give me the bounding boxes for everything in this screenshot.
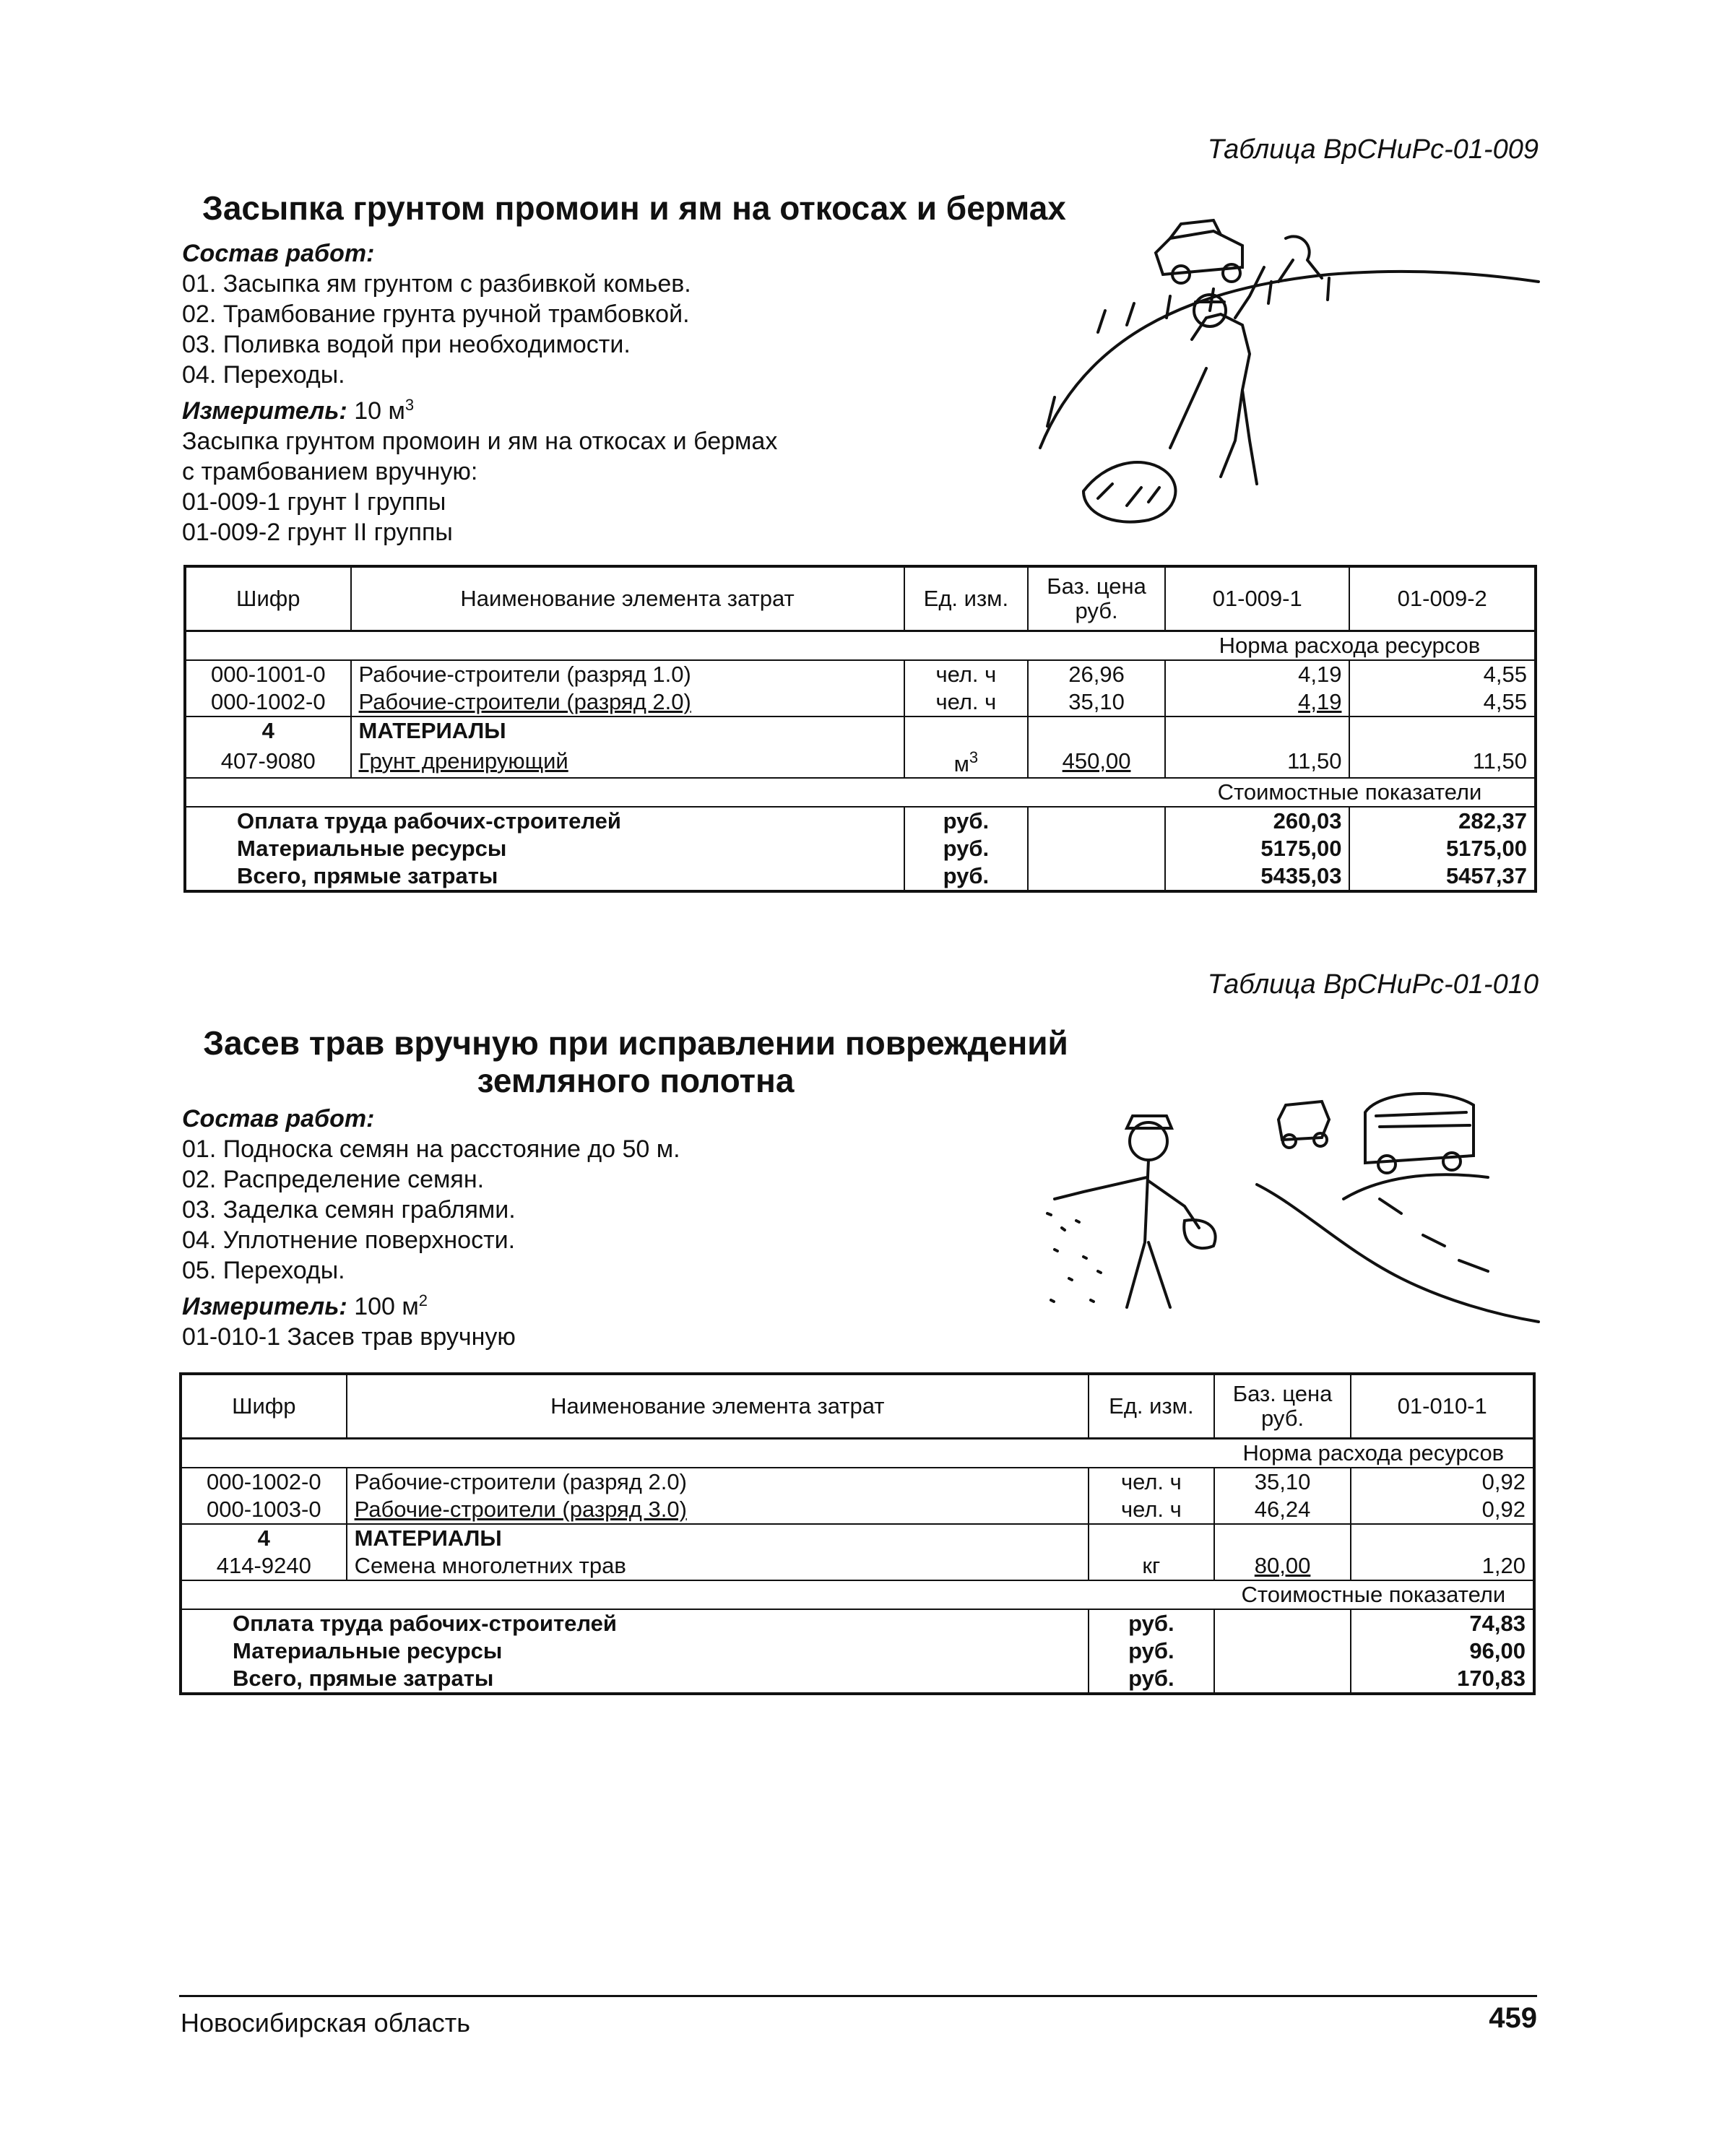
col-header-price: Баз. цена руб. bbox=[1214, 1374, 1351, 1439]
cell-price: 80,00 bbox=[1214, 1552, 1351, 1580]
cell-total-unit: руб. bbox=[1089, 1637, 1214, 1665]
cell-value: 1,20 bbox=[1351, 1552, 1534, 1580]
section-label-norms: Норма расхода ресурсов bbox=[1214, 1439, 1534, 1468]
col-header-code: Шифр bbox=[185, 566, 351, 631]
cell-total-unit: руб. bbox=[904, 807, 1029, 835]
works-header: Состав работ: bbox=[182, 1105, 375, 1133]
sowing-worker-illustration bbox=[1040, 1083, 1546, 1358]
cell-total-name: Всего, прямые затраты bbox=[181, 1665, 1089, 1694]
cell-value: 11,50 bbox=[1349, 745, 1536, 778]
totals-row bbox=[181, 1637, 1534, 1665]
page-number: 459 bbox=[1489, 2002, 1537, 2034]
cell-value: 0,92 bbox=[1351, 1496, 1534, 1524]
table-header-row bbox=[181, 1374, 1534, 1439]
measure-label: Измеритель: bbox=[182, 1293, 347, 1320]
measure-sup: 3 bbox=[404, 396, 415, 414]
cell-code: 000-1001-0 bbox=[185, 660, 351, 688]
section-row-cost bbox=[181, 1580, 1534, 1609]
col-header-unit: Ед. изм. bbox=[904, 566, 1029, 631]
cell-code: 414-9240 bbox=[181, 1552, 347, 1580]
table-row bbox=[185, 660, 1536, 688]
measure-sup: 2 bbox=[418, 1291, 428, 1309]
cell-total-unit: руб. bbox=[904, 862, 1029, 891]
cell-name: Рабочие-строители (разряд 2.0) bbox=[351, 688, 904, 716]
cell-value: 11,50 bbox=[1165, 745, 1350, 778]
col-header-name: Наименование элемента затрат bbox=[351, 566, 904, 631]
cell-unit: чел. ч bbox=[1089, 1468, 1214, 1496]
col-header-unit: Ед. изм. bbox=[1089, 1374, 1214, 1439]
section-title-2 bbox=[166, 1024, 1105, 1099]
section-row-norms bbox=[181, 1439, 1534, 1468]
col-header-variant-1: 01-010-1 bbox=[1351, 1374, 1534, 1439]
section-title-1: Засыпка грунтом промоин и ям на откосах и бермах bbox=[202, 189, 1066, 227]
cell-total-value: 5457,37 bbox=[1349, 862, 1536, 891]
works-block-1 bbox=[182, 238, 777, 547]
cell-price: 35,10 bbox=[1214, 1468, 1351, 1496]
cell-total-name: Оплата труда рабочих-строителей bbox=[185, 807, 904, 835]
work-item: 05. Переходы. bbox=[182, 1257, 345, 1284]
cell-total-value: 5435,03 bbox=[1165, 862, 1350, 891]
description-line: с трамбованием вручную: bbox=[182, 458, 478, 485]
cell-value: 4,19 bbox=[1165, 660, 1350, 688]
table-header-row bbox=[185, 566, 1536, 631]
cell-materials-code: 4 bbox=[185, 716, 351, 745]
cell-code: 000-1002-0 bbox=[185, 688, 351, 716]
section-label-cost: Стоимостные показатели bbox=[1214, 1580, 1534, 1609]
cell-materials-label: МАТЕРИАЛЫ bbox=[347, 1524, 1089, 1552]
cell-name: Рабочие-строители (разряд 1.0) bbox=[351, 660, 904, 688]
cell-total-name: Оплата труда рабочих-строителей bbox=[181, 1609, 1089, 1637]
section-label-norms: Норма расхода ресурсов bbox=[1165, 631, 1536, 661]
cell-value: 0,92 bbox=[1351, 1468, 1534, 1496]
works-header: Состав работ: bbox=[182, 240, 375, 267]
measure-value: 10 м bbox=[354, 397, 405, 425]
section-title-2-line-2: земляного полотна bbox=[477, 1062, 795, 1099]
work-item: 03. Заделка семян граблями. bbox=[182, 1196, 516, 1224]
section-row-cost bbox=[185, 778, 1536, 807]
cell-total-name: Материальные ресурсы bbox=[181, 1637, 1089, 1665]
cell-code: 000-1002-0 bbox=[181, 1468, 347, 1496]
cell-total-value: 170,83 bbox=[1351, 1665, 1534, 1694]
col-header-price: Баз. цена руб. bbox=[1028, 566, 1165, 631]
cell-unit: чел. ч bbox=[904, 688, 1029, 716]
cell-total-value: 282,37 bbox=[1349, 807, 1536, 835]
cell-price: 46,24 bbox=[1214, 1496, 1351, 1524]
table-row bbox=[181, 1468, 1534, 1496]
cell-total-value: 96,00 bbox=[1351, 1637, 1534, 1665]
materials-header-row bbox=[185, 716, 1536, 745]
cell-unit: кг bbox=[1089, 1552, 1214, 1580]
col-header-variant-2: 01-009-2 bbox=[1349, 566, 1536, 631]
section-title-2-line-1: Засев трав вручную при исправлении повреждений bbox=[203, 1024, 1068, 1062]
cell-price: 26,96 bbox=[1028, 660, 1165, 688]
cell-total-unit: руб. bbox=[904, 835, 1029, 862]
col-header-name: Наименование элемента затрат bbox=[347, 1374, 1089, 1439]
cell-unit: чел. ч bbox=[1089, 1496, 1214, 1524]
cell-total-unit: руб. bbox=[1089, 1665, 1214, 1694]
work-item: 01. Засыпка ям грунтом с разбивкой комьев. bbox=[182, 270, 691, 298]
table-reference-1: Таблица ВрСНиРс-01-009 bbox=[1207, 134, 1539, 165]
col-header-variant-1: 01-009-1 bbox=[1165, 566, 1350, 631]
cell-code: 407-9080 bbox=[185, 745, 351, 778]
work-item: 04. Уплотнение поверхности. bbox=[182, 1226, 516, 1254]
cell-value: 4,55 bbox=[1349, 688, 1536, 716]
variant-line: 01-009-2 грунт II группы bbox=[182, 519, 453, 546]
variant-line: 01-010-1 Засев трав вручную bbox=[182, 1323, 516, 1351]
totals-row bbox=[181, 1609, 1534, 1637]
measure-line bbox=[182, 390, 777, 426]
table-row bbox=[181, 1496, 1534, 1524]
unit-text: м bbox=[953, 751, 969, 776]
col-header-code: Шифр bbox=[181, 1374, 347, 1439]
cell-unit bbox=[904, 745, 1029, 778]
totals-row bbox=[185, 807, 1536, 835]
totals-row bbox=[185, 862, 1536, 891]
unit-sup: 3 bbox=[969, 748, 979, 766]
norms-table-1 bbox=[183, 565, 1537, 893]
cell-total-value: 74,83 bbox=[1351, 1609, 1534, 1637]
table-row bbox=[185, 688, 1536, 716]
variant-line: 01-009-1 грунт I группы bbox=[182, 488, 446, 516]
cell-total-name: Всего, прямые затраты bbox=[185, 862, 904, 891]
footer-divider bbox=[179, 1995, 1537, 1997]
materials-header-row bbox=[181, 1524, 1534, 1552]
cell-name: Рабочие-строители (разряд 2.0) bbox=[347, 1468, 1089, 1496]
cell-code: 000-1003-0 bbox=[181, 1496, 347, 1524]
section-row-norms bbox=[185, 631, 1536, 661]
section-label-cost: Стоимостные показатели bbox=[1165, 778, 1536, 807]
table-row bbox=[181, 1552, 1534, 1580]
cell-unit: чел. ч bbox=[904, 660, 1029, 688]
cell-price: 35,10 bbox=[1028, 688, 1165, 716]
measure-line bbox=[182, 1286, 680, 1322]
work-item: 01. Подноска семян на расстояние до 50 м. bbox=[182, 1135, 680, 1163]
cell-name: Грунт дренирующий bbox=[351, 745, 904, 778]
cell-name: Семена многолетних трав bbox=[347, 1552, 1089, 1580]
work-item: 02. Трамбование грунта ручной трамбовкой. bbox=[182, 300, 690, 328]
totals-row bbox=[185, 835, 1536, 862]
workers-on-slope-illustration bbox=[1026, 209, 1546, 549]
cell-total-value: 5175,00 bbox=[1165, 835, 1350, 862]
cell-total-unit: руб. bbox=[1089, 1609, 1214, 1637]
work-item: 04. Переходы. bbox=[182, 361, 345, 389]
footer-region: Новосибирская область bbox=[181, 2008, 470, 2038]
totals-row bbox=[181, 1665, 1534, 1694]
measure-value: 100 м bbox=[354, 1293, 419, 1320]
work-item: 03. Поливка водой при необходимости. bbox=[182, 331, 631, 358]
cell-materials-code: 4 bbox=[181, 1524, 347, 1552]
description-line: Засыпка грунтом промоин и ям на откосах и бермах bbox=[182, 428, 778, 455]
work-item: 02. Распределение семян. bbox=[182, 1166, 485, 1193]
table-row bbox=[185, 745, 1536, 778]
cell-total-value: 260,03 bbox=[1165, 807, 1350, 835]
cell-value: 4,19 bbox=[1165, 688, 1350, 716]
cell-materials-label: МАТЕРИАЛЫ bbox=[351, 716, 904, 745]
norms-table-2 bbox=[179, 1372, 1536, 1695]
cell-total-name: Материальные ресурсы bbox=[185, 835, 904, 862]
cell-name: Рабочие-строители (разряд 3.0) bbox=[347, 1496, 1089, 1524]
table-reference-2: Таблица ВрСНиРс-01-010 bbox=[1207, 969, 1539, 1000]
cell-price: 450,00 bbox=[1028, 745, 1165, 778]
cell-value: 4,55 bbox=[1349, 660, 1536, 688]
measure-label: Измеритель: bbox=[182, 397, 347, 425]
works-block-2 bbox=[182, 1104, 680, 1352]
cell-total-value: 5175,00 bbox=[1349, 835, 1536, 862]
